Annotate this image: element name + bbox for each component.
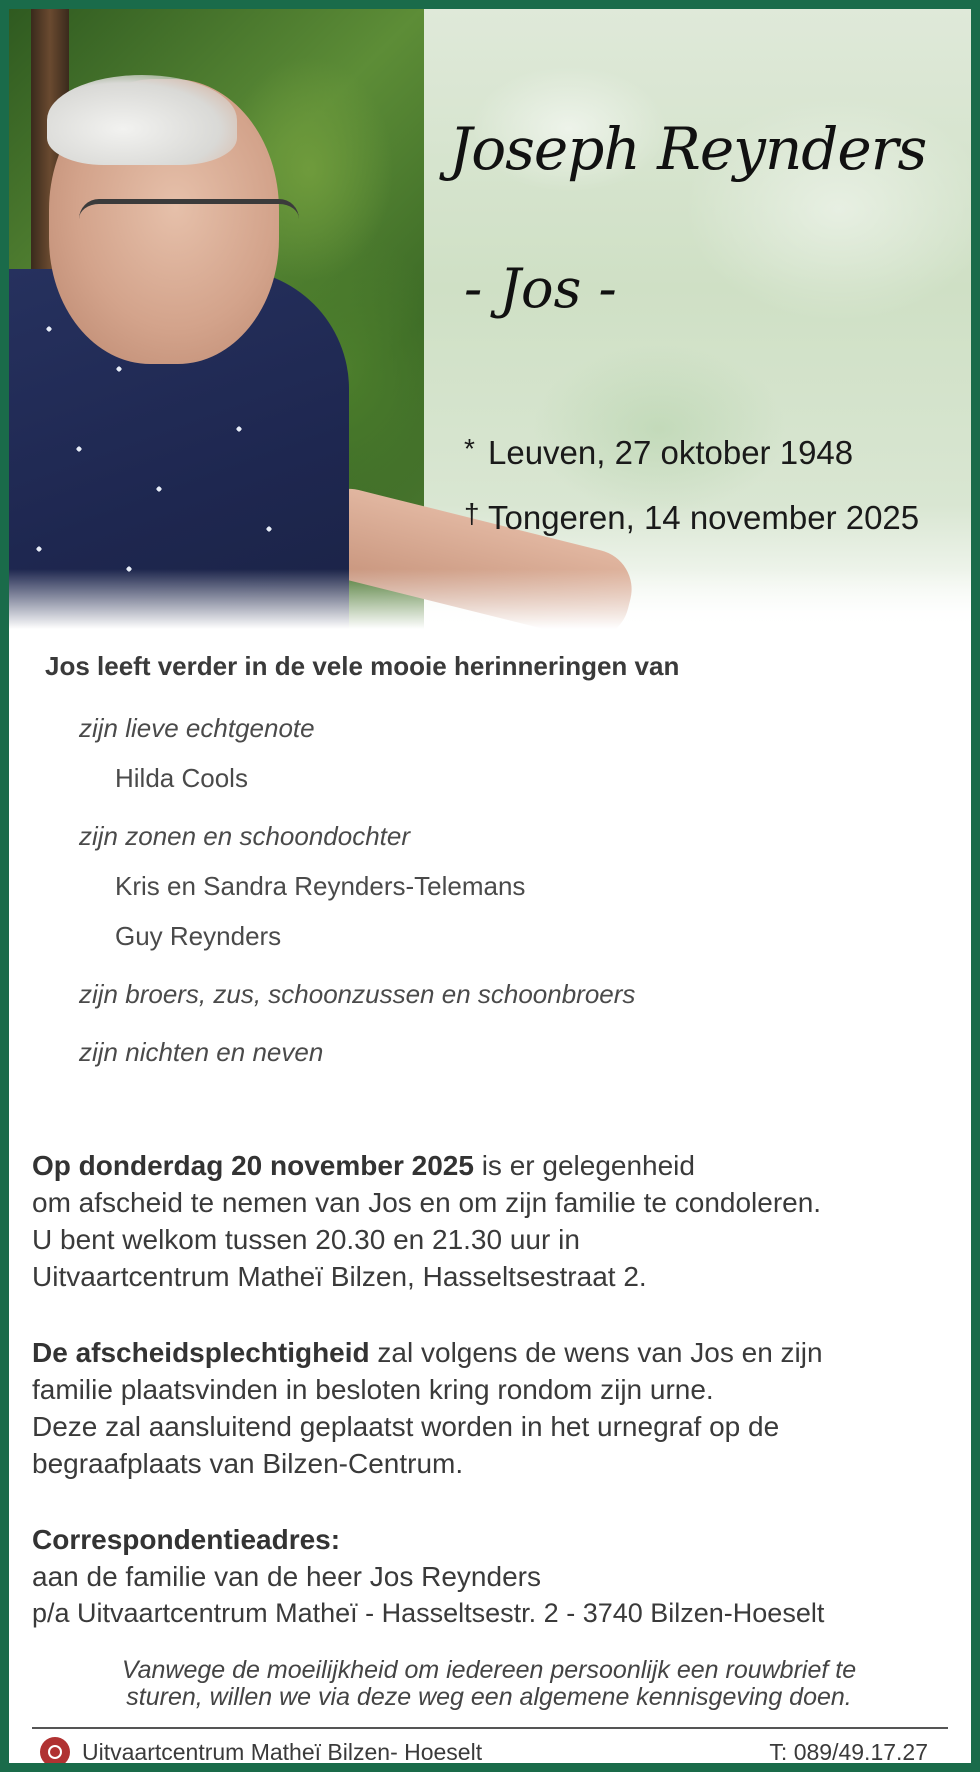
portrait-photo bbox=[9, 9, 424, 629]
visitation-line: om afscheid te nemen van Jos en om zijn familie te condoleren. bbox=[32, 1187, 822, 1218]
relation-label: zijn zonen en schoondochter bbox=[79, 821, 411, 851]
general-notice bbox=[49, 1657, 929, 1711]
glasses bbox=[79, 199, 299, 254]
hair bbox=[47, 75, 237, 165]
birth-info: Leuven, 27 oktober 1948 bbox=[488, 434, 854, 471]
notice-line: Vanwege de moeilijkheid om iedereen persoonlijk een rouwbrief te bbox=[121, 1656, 857, 1684]
correspondence-address: p/a Uitvaartcentrum Matheï - Hasseltsestr. 2 - 3740 Bilzen-Hoeselt bbox=[32, 1598, 825, 1628]
visitation-line: U bent welkom tussen 20.30 en 21.30 uur in bbox=[32, 1224, 580, 1255]
survived-by-intro: Jos leeft verder in de vele mooie herinneringen van bbox=[45, 651, 680, 681]
nickname: - Jos - bbox=[464, 257, 617, 320]
visitation-line: is er gelegenheid bbox=[473, 1150, 695, 1181]
correspondence-title: Correspondentieadres: bbox=[32, 1524, 341, 1555]
visitation-paragraph bbox=[32, 1147, 952, 1295]
person-name: Kris en Sandra Reynders-Telemans bbox=[115, 871, 526, 901]
birth-row bbox=[464, 429, 964, 473]
correspondence-paragraph bbox=[32, 1521, 952, 1632]
header-banner bbox=[9, 9, 971, 629]
phone-number: T: 089/49.17.27 bbox=[769, 1739, 928, 1765]
family-list bbox=[79, 709, 939, 1071]
life-dates bbox=[464, 429, 964, 559]
death-row bbox=[464, 494, 964, 538]
person-name: Guy Reynders bbox=[115, 921, 282, 951]
ceremony-title: De afscheidsplechtigheid bbox=[32, 1337, 370, 1368]
ceremony-line: zal volgens de wens van Jos en zijn bbox=[369, 1337, 823, 1368]
relation-label: zijn nichten en neven bbox=[79, 1037, 324, 1067]
deceased-name: Joseph Reynders bbox=[449, 115, 927, 183]
visitation-line: Uitvaartcentrum Matheï Bilzen, Hasseltsestraat 2. bbox=[32, 1261, 647, 1292]
footer bbox=[32, 1735, 948, 1771]
ceremony-paragraph bbox=[32, 1334, 952, 1482]
notice-line: sturen, willen we via deze weg een algemene kennisgeving doen. bbox=[126, 1683, 852, 1711]
visitation-date: Op donderdag 20 november 2025 bbox=[32, 1150, 474, 1181]
correspondence-line: aan de familie van de heer Jos Reynders bbox=[32, 1561, 541, 1592]
relation-label: zijn broers, zus, schoonzussen en schoonbroers bbox=[79, 979, 636, 1009]
person-name: Hilda Cools bbox=[115, 763, 248, 793]
ceremony-line: begraafplaats van Bilzen-Centrum. bbox=[32, 1448, 464, 1479]
rose-logo-icon bbox=[40, 1737, 70, 1767]
death-symbol: † bbox=[464, 498, 480, 529]
relation-label: zijn lieve echtgenote bbox=[79, 713, 315, 743]
funeral-home-name: Uitvaartcentrum Matheï Bilzen- Hoeselt bbox=[82, 1739, 483, 1765]
death-info: Tongeren, 14 november 2025 bbox=[488, 499, 920, 536]
ceremony-line: familie plaatsvinden in besloten kring rondom zijn urne. bbox=[32, 1374, 714, 1405]
ceremony-line: Deze zal aansluitend geplaatst worden in het urnegraf op de bbox=[32, 1411, 780, 1442]
birth-symbol: * bbox=[464, 433, 475, 464]
footer-divider bbox=[32, 1727, 948, 1729]
banner-fade bbox=[9, 569, 971, 629]
